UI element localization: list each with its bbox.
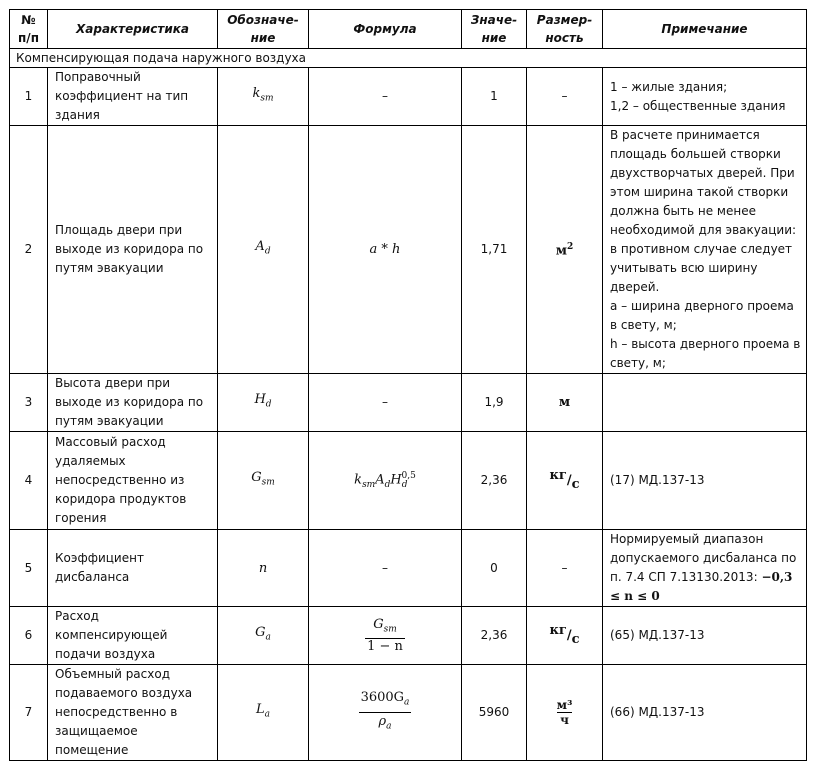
row-note: Нормируемый диапазон допускаемого дисбаланса по п. 7.4 СП 7.13130.2013: −0,3 ≤ n ≤ 0: [603, 530, 807, 607]
col-header-formula: Формула: [309, 10, 462, 49]
row-unit: $м^2$: [527, 126, 603, 374]
data-table: [9, 9, 807, 761]
row-formula: –: [309, 68, 462, 126]
row-num: 1: [10, 68, 48, 126]
row-characteristic: Массовый расход удаляемых непосредственно из коридора продуктов горения: [48, 432, 218, 530]
row-unit: кг/с: [527, 432, 603, 530]
row-value: 1,71: [462, 126, 527, 374]
table-row: [10, 530, 807, 607]
row-characteristic: Объемный расход подаваемого воздуха непосредственно в защищаемое помещение: [48, 665, 218, 761]
row-symbol: $G_a$: [218, 607, 309, 665]
row-unit: $\frac{\text{м³}}{ч}$: [527, 665, 603, 761]
section-row: [10, 49, 807, 68]
col-header-designation: Обозначе- ние: [218, 10, 309, 49]
row-value: 5960: [462, 665, 527, 761]
row-note: (66) МД.137-13: [603, 665, 807, 761]
row-characteristic: Расход компенсирующей подачи воздуха: [48, 607, 218, 665]
row-characteristic: Поправочный коэффициент на тип здания: [48, 68, 218, 126]
row-formula: $\frac{3600G_a}{\rho_a}$: [309, 665, 462, 761]
col-header-note: Примечание: [603, 10, 807, 49]
col-header-value: Значе- ние: [462, 10, 527, 49]
row-value: 2,36: [462, 432, 527, 530]
row-unit: –: [527, 68, 603, 126]
row-unit: м: [527, 374, 603, 432]
row-formula: $k_{sm}A_dH_d^{0,5}$: [309, 432, 462, 530]
table-row: [10, 432, 807, 530]
row-note: (65) МД.137-13: [603, 607, 807, 665]
row-note: 1 – жилые здания; 1,2 – общественные здания: [603, 68, 807, 126]
header-row: [10, 10, 807, 49]
row-formula: –: [309, 530, 462, 607]
row-symbol: $L_a$: [218, 665, 309, 761]
row-num: 6: [10, 607, 48, 665]
table-row: [10, 607, 807, 665]
row-value: 1,9: [462, 374, 527, 432]
row-note-math: −0,3 ≤ n ≤ 0: [610, 570, 793, 603]
section-title: Компенсирующая подача наружного воздуха: [10, 49, 807, 68]
row-value: 2,36: [462, 607, 527, 665]
row-symbol: $G_{sm}$: [218, 432, 309, 530]
row-formula: $\frac{G_{sm}}{1 - n}$: [309, 607, 462, 665]
row-unit: кг/с: [527, 607, 603, 665]
row-characteristic: Площадь двери при выходе из коридора по путям эвакуации: [48, 126, 218, 374]
row-value: 0: [462, 530, 527, 607]
row-num: 5: [10, 530, 48, 607]
table-row: [10, 665, 807, 761]
row-symbol: $A_d$: [218, 126, 309, 374]
row-num: 4: [10, 432, 48, 530]
row-num: 3: [10, 374, 48, 432]
row-num: 7: [10, 665, 48, 761]
row-note: [603, 374, 807, 432]
row-symbol: $k_{sm}$: [218, 68, 309, 126]
row-characteristic: Высота двери при выходе из коридора по путям эвакуации: [48, 374, 218, 432]
row-value: 1: [462, 68, 527, 126]
row-note: В расчете принимается площадь большей створки двухстворчатых дверей. При этом ширина такой створки должна быть не менее необходимой для эвакуации: в противном случае следует учитывать всю ширину дверей. a – ширина дверного проема в свету, м; h – высота дверного проема в свету, м;: [603, 126, 807, 374]
table-row: [10, 374, 807, 432]
row-formula: –: [309, 374, 462, 432]
row-formula: a * h: [309, 126, 462, 374]
col-header-dimension: Размер- ность: [527, 10, 603, 49]
table-row: [10, 68, 807, 126]
row-note: (17) МД.137-13: [603, 432, 807, 530]
col-header-characteristic: Характеристика: [48, 10, 218, 49]
row-num: 2: [10, 126, 48, 374]
row-symbol: $H_d$: [218, 374, 309, 432]
col-header-num: № п/п: [10, 10, 48, 49]
row-unit: –: [527, 530, 603, 607]
table-row: [10, 126, 807, 374]
row-symbol: n: [218, 530, 309, 607]
row-characteristic: Коэффициент дисбаланса: [48, 530, 218, 607]
